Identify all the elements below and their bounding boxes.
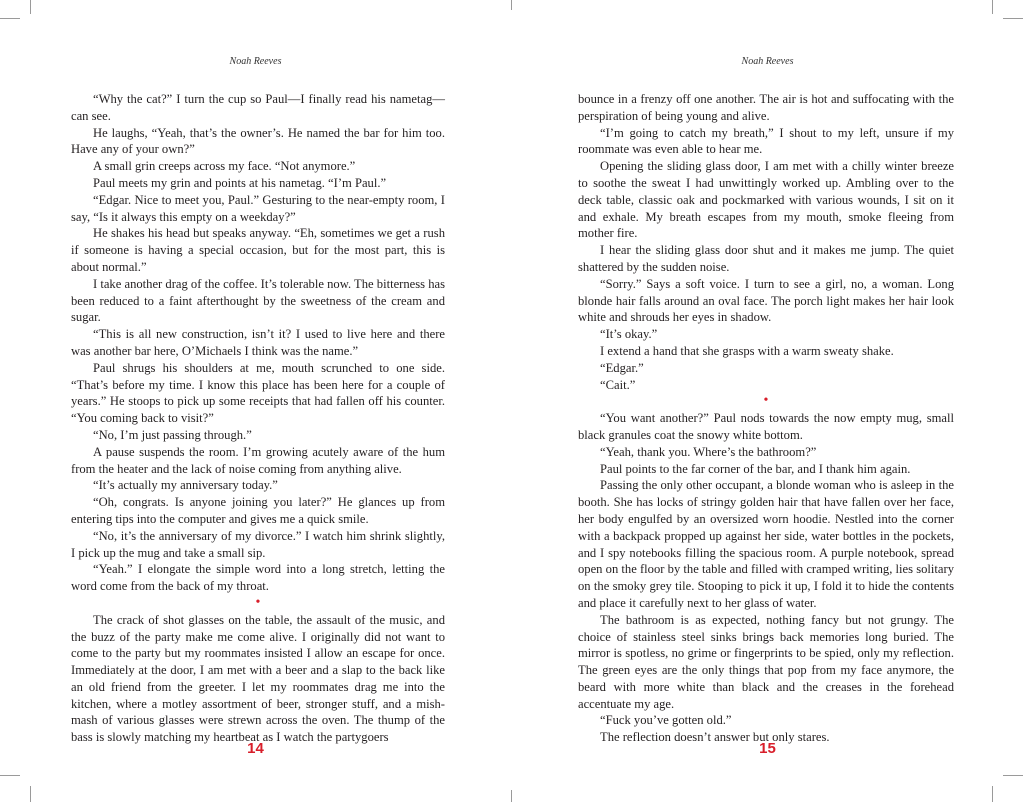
paragraph: “Sorry.” Says a soft voice. I turn to see a girl, no, a woman. Long blonde hair falls around an oval face. The porch light makes her hair look white and shrouds her eyes in shadow.	[578, 276, 954, 325]
paragraph: The crack of shot glasses on the table, the assault of the music, and the buzz of the party make me come alive. I originally did not want to come to the party but my roommates insisted I allow an escape for once. Immediately at the door, I am met with a beer and a slap to the back like an old friend from the greeter. I let my roommates drag me into the kitchen, where a motley assortment of beer, stronger stuff, and a mish-mash of various glasses were strewn across the oven. The thump of the bass is slowly matching my heartbeat as I watch the partygoers	[71, 612, 445, 745]
paragraph: Opening the sliding glass door, I am met with a chilly winter breeze to soothe the sweat I had unwittingly worked up. Ambling over to the deck table, classic oak and pockmarked with various wounds, I sit on it and exhale. My breath escapes from my mouth, smoke fleeing from mother fire.	[578, 159, 954, 241]
paragraph: “Oh, congrats. Is anyone joining you later?” He glances up from entering tips into the computer and gives me a quick smile.	[71, 495, 445, 526]
running-head: Noah Reeves	[741, 56, 794, 67]
paragraph: “Yeah, thank you. Where’s the bathroom?”	[600, 444, 817, 459]
paragraph: A pause suspends the room. I’m growing acutely aware of the hum from the heater and the lack of noise coming from anything alive.	[71, 444, 445, 476]
paragraph: “Fuck you’ve gotten old.”	[600, 713, 732, 728]
page-number: 15	[759, 740, 776, 757]
paragraph: Paul points to the far corner of the bar, and I thank him again.	[600, 461, 911, 476]
paragraph: bounce in a frenzy off one another. The air is hot and suffocating with the perspiration of being young and alive.	[578, 92, 954, 123]
section-break-dot: •	[255, 594, 261, 610]
paragraph: “Yeah.” I elongate the simple word into a long stretch, letting the word come from the back of my throat.	[71, 562, 445, 594]
paragraph: “Why the cat?” I turn the cup so Paul—I finally read his nametag—can see.	[71, 92, 445, 123]
paragraph: “No, it’s the anniversary of my divorce.” I watch him shrink slightly, I pick up the mug and take a small sip.	[71, 528, 445, 560]
page-body	[71, 91, 445, 746]
paragraph: “It’s okay.”	[600, 327, 658, 342]
paragraph: “No, I’m just passing through.”	[93, 427, 252, 442]
paragraph: A small grin creeps across my face. “Not anymore.”	[93, 159, 356, 174]
paragraph: I take another drag of the coffee. It’s tolerable now. The bitterness has been reduced to a faint afterthought by the sweetness of the cream and sugar.	[71, 276, 445, 325]
paragraph: “Cait.”	[600, 377, 636, 392]
paragraph: I hear the sliding glass door shut and it makes me jump. The quiet shattered by the sudden noise.	[578, 243, 954, 274]
paragraph: “I’m going to catch my breath,” I shout to my left, unsure if my roommate was even able to hear me.	[578, 125, 954, 157]
paragraph: The reflection doesn’t answer but only stares.	[600, 730, 830, 745]
paragraph: Paul shrugs his shoulders at me, mouth scrunched to one side. “That’s before my time. I know this place has been here for a couple of years.” He stoops to pick up some receipts that had fallen off his counter. “You coming back to visit?”	[71, 360, 445, 426]
right-page	[512, 0, 1023, 802]
paragraph: He shakes his head but speaks anyway. “Eh, sometimes we get a rush if someone is having a special occasion, but for the most part, this is about normal.”	[71, 226, 445, 274]
paragraph: Paul meets my grin and points at his nametag. “I’m Paul.”	[93, 175, 387, 190]
paragraph: I extend a hand that she grasps with a warm sweaty shake.	[600, 343, 894, 358]
paragraph: “Edgar. Nice to meet you, Paul.” Gesturing to the near-empty room, I say, “Is it always this empty on a weekday?”	[71, 192, 445, 224]
paragraph: “This is all new construction, isn’t it? I used to live here and there was another bar here, O’Michaels I think was the name.”	[71, 327, 445, 358]
section-break-dot: •	[763, 393, 769, 409]
paragraph: “Edgar.”	[600, 360, 644, 375]
left-page	[0, 0, 511, 802]
paragraph: Passing the only other occupant, a blonde woman who is asleep in the booth. She has locks of stringy golden hair that have fallen over her face, her body engulfed by an oversized worn hoodie. Nestled into the corner with a backpack propped up against her side, water bottles in the pockets, and I spy notebooks filling the spacious room. A purple notebook, spread open on the floor by the table and filled with cramped writing, lies solitary on the smoky grey tile. Stooping to pick it up, I fold it to hide the contents and place it carefully next to her glass of water.	[578, 478, 954, 610]
paragraph: He laughs, “Yeah, that’s the owner’s. He named the bar for him too. Have any of your own?”	[71, 125, 445, 157]
paragraph: “You want another?” Paul nods towards the now empty mug, small black granules coat the snowy white bottom.	[578, 411, 954, 442]
paragraph: “It’s actually my anniversary today.”	[93, 478, 278, 493]
page-number: 14	[247, 740, 264, 757]
running-head: Noah Reeves	[229, 56, 282, 67]
paragraph: The bathroom is as expected, nothing fancy but not grungy. The choice of stainless steel sinks brings back memories long buried. The mirror is spotless, no grime or fingerprints to be spied, only my reflection. The green eyes are the only things that pop from my face anymore, the beard with more white than black and the creases in the forehead accentuate my age.	[578, 612, 954, 711]
page-body	[578, 91, 954, 746]
